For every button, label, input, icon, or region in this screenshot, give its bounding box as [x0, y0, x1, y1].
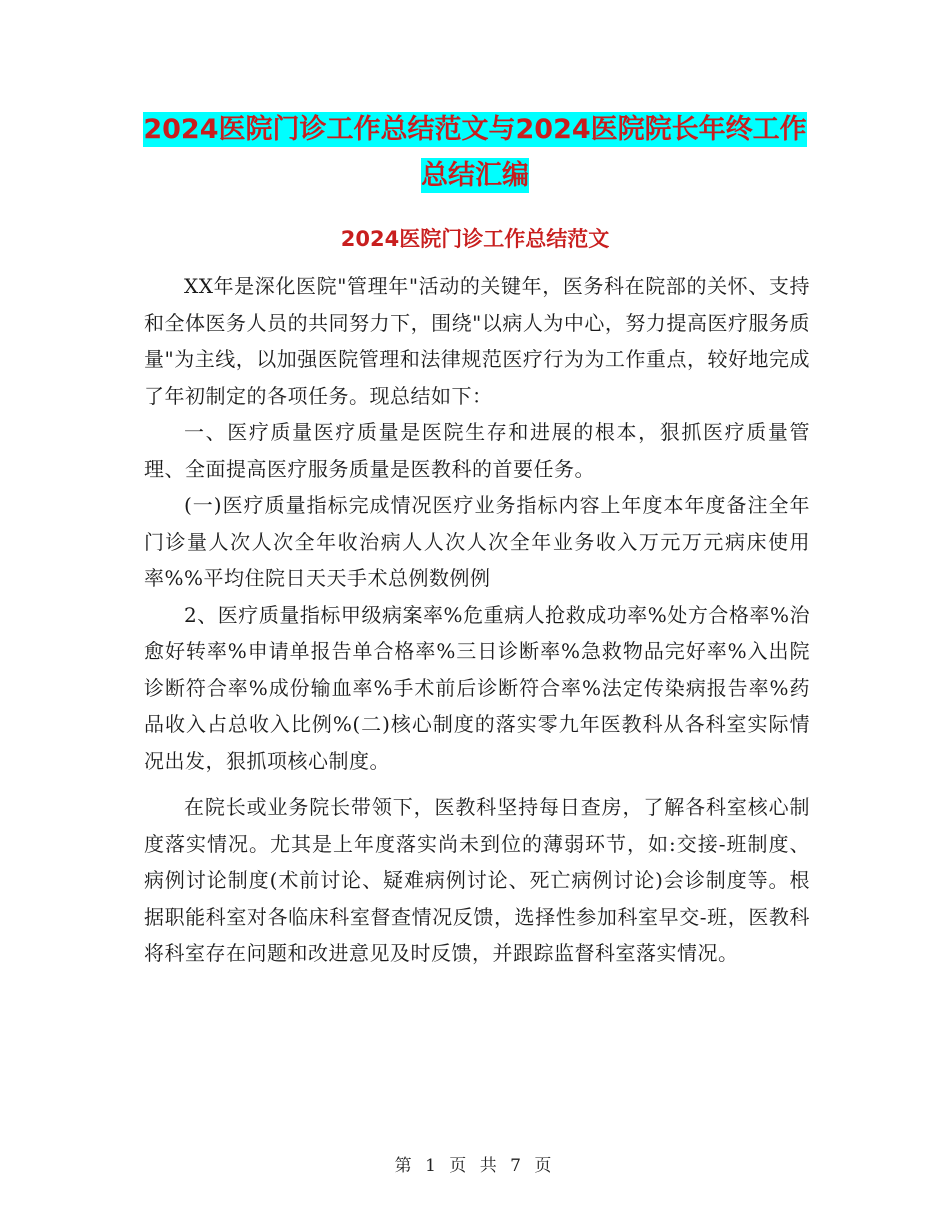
- section-heading: 2024医院门诊工作总结范文: [340, 227, 610, 251]
- paragraph-medical-quality: 一、医疗质量医疗质量是医院生存和进展的根本，狠抓医疗质量管理、全面提高医疗服务质量是医教科的首要任务。: [144, 420, 810, 481]
- document-title-line-2: 总结汇编: [421, 160, 529, 191]
- paragraph-quality-metrics: 2、医疗质量指标甲级病案率%危重病人抢救成功率%处方合格率%治愈好转率%申请单报告单合格率%三日诊断率%急救物品完好率%入出院诊断符合率%成份输血率%手术前后诊断符合率%法定传染病报告率%药品收入占总收入比例%(二)核心制度的落实零九年医教科从各科室实际情况出发，狠抓项核心制度。: [144, 602, 810, 773]
- paragraph-core-system: 在院长或业务院长带领下，医教科坚持每日查房，了解各科室核心制度落实情况。尤其是上年度落实尚未到位的薄弱环节，如:交接-班制度、病例讨论制度(术前讨论、疑难病例讨论、死亡病例讨论)会诊制度等。根据职能科室对各临床科室督查情况反馈，选择性参加科室早交-班，医教科将科室存在问题和改进意见及时反馈，并跟踪监督科室落实情况。: [144, 795, 810, 965]
- document-title-line-1: 2024医院门诊工作总结范文与2024医院院长年终工作: [143, 114, 807, 145]
- paragraph-indicators: (一)医疗质量指标完成情况医疗业务指标内容上年度本年度备注全年门诊量人次人次全年收治病人人次人次全年业务收入万元万元病床使用率%%平均住院日天天手术总例数例例: [144, 493, 810, 590]
- paragraph-intro: XX年是深化医院"管理年"活动的关键年，医务科在院部的关怀、支持和全体医务人员的共同努力下，围绕"以病人为中心，努力提高医疗服务质量"为主线，以加强医院管理和法律规范医疗行为为工作重点，较好地完成了年初制定的各项任务。现总结如下：: [144, 274, 810, 408]
- document-body: [144, 268, 810, 972]
- page-number: 第 1 页 共 7 页: [394, 1156, 556, 1176]
